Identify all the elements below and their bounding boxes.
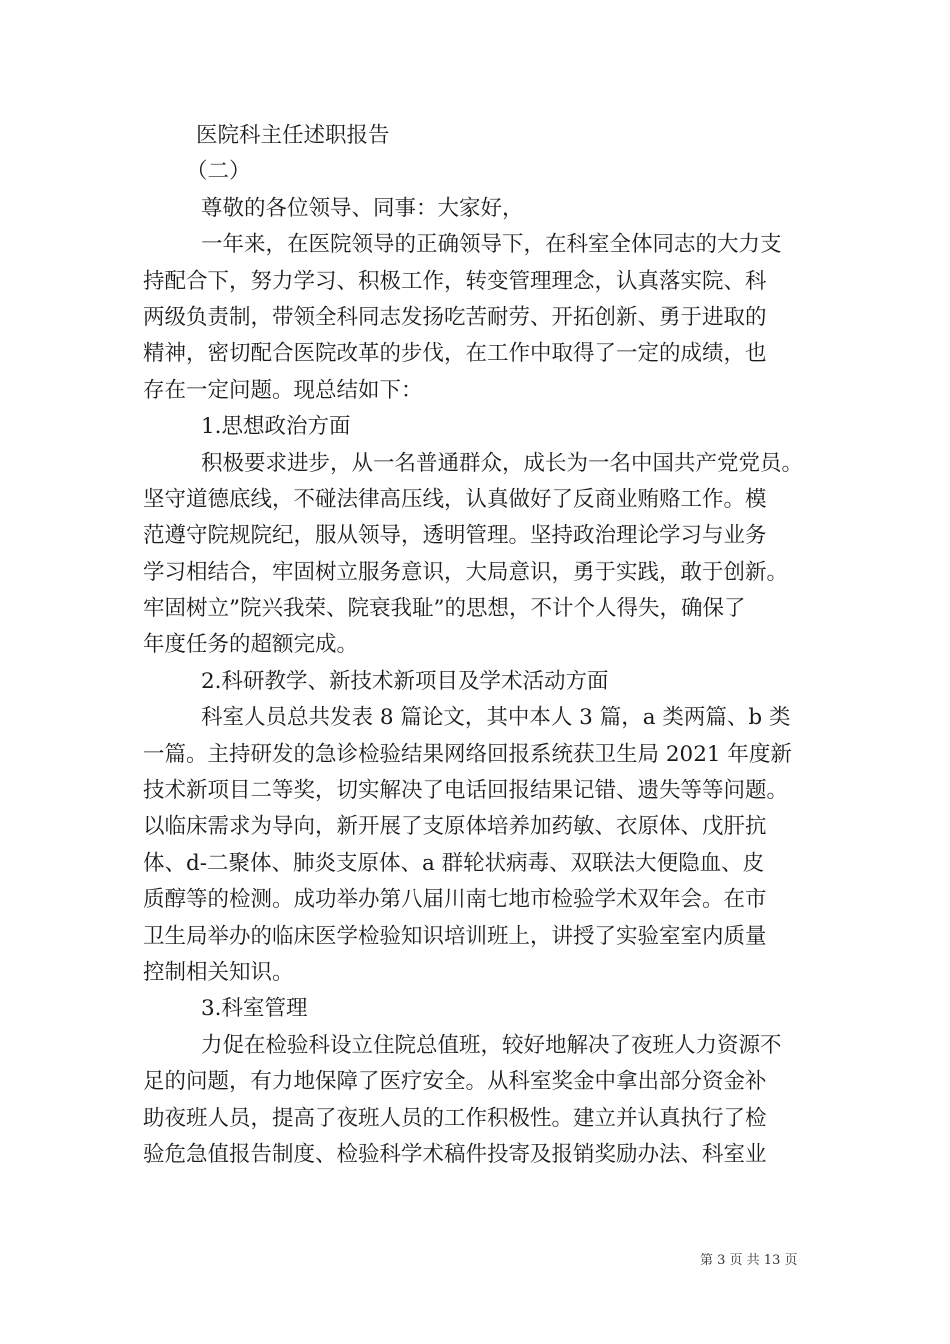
paragraph-line: 范遵守院规院纪，服从领导，透明管理。坚持政治理论学习与业务 [143, 523, 767, 549]
paragraph-line: 学习相结合，牢固树立服务意识，大局意识，勇于实践，敢于创新。 [143, 559, 789, 585]
paragraph-line: 验危急值报告制度、检验科学术稿件投寄及报销奖励办法、科室业 [143, 1141, 767, 1167]
paragraph-line: 坚守道德底线，不碰法律高压线，认真做好了反商业贿赂工作。模 [143, 486, 767, 512]
document-subtitle: （二） [186, 159, 251, 185]
paragraph-line: 足的问题，有力地保障了医疗安全。从科室奖金中拿出部分资金补 [143, 1069, 767, 1095]
paragraph-line: 积极要求进步，从一名普通群众，成长为一名中国共产党党员。 [201, 450, 804, 476]
paragraph-line: 年度任务的超额完成。 [143, 632, 359, 658]
paragraph-line: 一年来，在医院领导的正确领导下，在科室全体同志的大力支 [201, 232, 782, 258]
section-heading: 3.科室管理 [201, 996, 308, 1022]
paragraph-line: 体、d-二聚体、肺炎支原体、a 群轮状病毒、双联法大便隐血、皮 [143, 850, 765, 876]
paragraph-line: 存在一定问题。现总结如下： [143, 377, 423, 403]
paragraph-line: 牢固树立”院兴我荣、院衰我耻”的思想，不计个人得失，确保了 [143, 596, 746, 622]
paragraph-line: 技术新项目二等奖，切实解决了电话回报结果记错、遗失等等问题。 [143, 778, 789, 804]
paragraph-line: 质醇等的检测。成功举办第八届川南七地市检验学术双年会。在市 [143, 887, 767, 913]
salutation: 尊敬的各位领导、同事：大家好， [201, 195, 524, 221]
paragraph-line: 以临床需求为导向，新开展了支原体培养加药敏、衣原体、戊肝抗 [143, 814, 767, 840]
paragraph-line: 一篇。主持研发的急诊检验结果网络回报系统获卫生局 2021 年度新 [143, 741, 792, 767]
paragraph-line: 两级负责制，带领全科同志发扬吃苦耐劳、开拓创新、勇于进取的 [143, 304, 767, 330]
document-title: 医院科主任述职报告 [196, 123, 390, 148]
document-body [143, 118, 813, 1173]
paragraph-line: 精神，密切配合医院改革的步伐，在工作中取得了一定的成绩，也 [143, 341, 767, 367]
paragraph-line: 持配合下，努力学习、积极工作，转变管理理念，认真落实院、科 [143, 268, 767, 294]
section-heading: 2.科研教学、新技术新项目及学术活动方面 [201, 668, 609, 694]
paragraph-line: 助夜班人员，提高了夜班人员的工作积极性。建立并认真执行了检 [143, 1105, 767, 1131]
paragraph-line: 力促在检验科设立住院总值班，较好地解决了夜班人力资源不 [201, 1032, 782, 1058]
paragraph-line: 控制相关知识。 [143, 959, 294, 985]
section-heading: 1.思想政治方面 [201, 414, 351, 440]
paragraph-line: 卫生局举办的临床医学检验知识培训班上，讲授了实验室室内质量 [143, 923, 767, 949]
paragraph-line: 科室人员总共发表 8 篇论文，其中本人 3 篇，a 类两篇、b 类 [201, 705, 791, 731]
page-number: 第 3 页 共 13 页 [700, 1253, 798, 1268]
